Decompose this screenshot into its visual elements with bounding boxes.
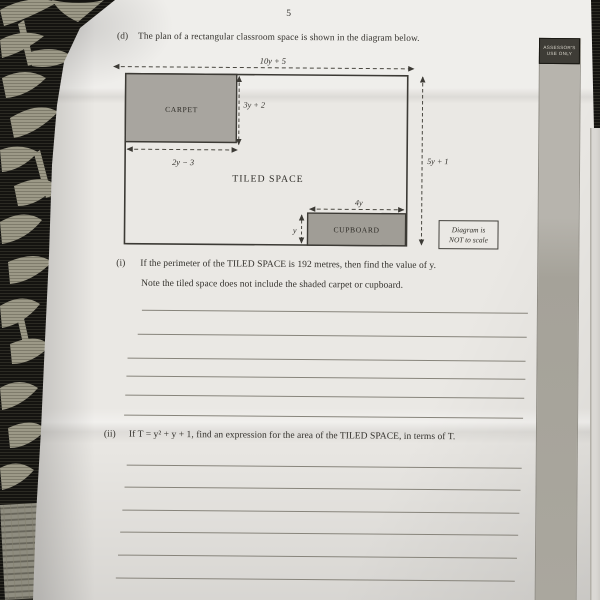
dim-label-carpet-height: 3y + 2: [243, 100, 266, 110]
dim-line-carpet-width: [127, 149, 237, 150]
assessor-tab-line1: ASSESSOR'S: [543, 45, 576, 51]
dim-line-right: [421, 77, 422, 245]
answer-line: [138, 334, 527, 338]
answer-line: [126, 376, 525, 380]
dim-label-carpet-width: 2y − 3: [172, 157, 195, 168]
answer-line: [142, 310, 528, 314]
dim-label-cupboard-height: y: [292, 225, 297, 235]
dim-line-carpet-height: [239, 77, 240, 145]
not-to-scale-note: [438, 220, 498, 249]
note-line2: NOT to scale: [449, 234, 488, 244]
answer-line: [120, 532, 518, 536]
question-d-text: The plan of a rectangular classroom space is shown in the diagram below.: [138, 31, 420, 44]
carpet-label: CARPET: [165, 104, 198, 115]
dim-label-top: 10y + 5: [259, 56, 286, 66]
question-i-text-line2: Note the tiled space does not include the shaded carpet or cupboard.: [141, 278, 404, 291]
answer-line: [124, 415, 523, 419]
answer-line: [125, 487, 521, 491]
cupboard-label: CUPBOARD: [333, 225, 380, 235]
dim-label-right: 5y + 1: [427, 156, 449, 167]
page-number: 5: [286, 8, 292, 19]
dim-label-cupboard-width: 4y: [354, 198, 363, 208]
answer-line: [128, 358, 526, 362]
assessor-tab-line2: USE ONLY: [546, 50, 573, 57]
answer-line: [116, 578, 515, 582]
dim-line-top: [114, 67, 414, 69]
question-ii-label: (ii): [103, 429, 116, 440]
answer-line: [118, 555, 517, 559]
assessor-use-only-tab: [539, 38, 580, 64]
assessor-column: [535, 38, 581, 600]
question-i-label: (i): [116, 258, 126, 269]
note-line1: Diagram is: [451, 225, 486, 235]
question-d-label: (d): [117, 31, 129, 42]
answer-line: [125, 395, 524, 399]
question-i-text-line1: If the perimeter of the TILED SPACE is 192 metres, then find the value of y.: [140, 258, 437, 272]
answer-line: [122, 510, 519, 514]
tiled-space-label: TILED SPACE: [232, 173, 304, 186]
question-ii-text: If T = y² + y + 1, find an expression for the area of the TILED SPACE, in terms of T.: [128, 429, 456, 443]
dim-line-cupboard-width: [310, 209, 404, 210]
answer-line: [127, 465, 522, 469]
